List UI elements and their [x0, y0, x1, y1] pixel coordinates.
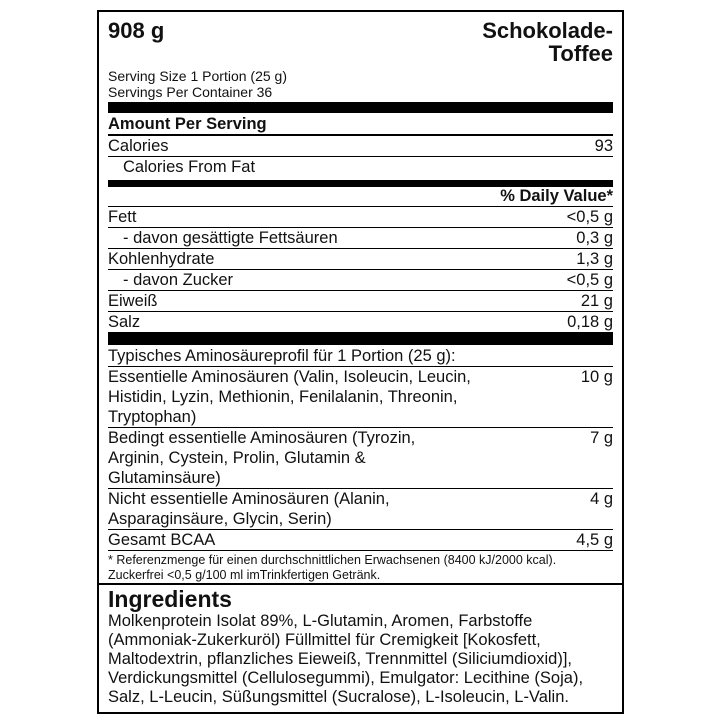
daily-value-heading: % Daily Value* [108, 187, 613, 207]
nutrient-row-zucker [108, 270, 613, 291]
amino-row-essentielle [108, 367, 613, 428]
serving-size-text: Serving Size 1 Portion (25 g) [108, 68, 287, 84]
amino-value: 4 g [590, 490, 613, 508]
calories-label: Calories [108, 137, 169, 155]
calories-from-fat-label: Calories From Fat [123, 158, 256, 176]
amount-per-serving-heading: Amount Per Serving [108, 113, 613, 136]
flavor-line-2: Toffee [548, 41, 613, 66]
servings-per-container-text: Servings Per Container 36 [108, 83, 273, 100]
nutrient-value: 1,3 g [576, 250, 613, 268]
nutrient-label: Kohlenhydrate [108, 250, 215, 268]
label-header [108, 19, 613, 65]
amino-row-bedingt-essentielle [108, 428, 613, 489]
nutrient-label: - davon gesättigte Fettsäuren [123, 229, 338, 247]
daily-value-footnote: * Referenzmenge für einen durchschnittlichen Erwachsenen (8400 kJ/2000 kcal). Zuckerfrei <0,5 g/100 ml imTrinkfertigen Getränk. [108, 553, 557, 582]
nutrient-value: <0,5 g [566, 271, 613, 289]
calories-from-fat-row [108, 157, 613, 177]
nutrient-label: - davon Zucker [123, 271, 234, 289]
nutrient-value: <0,5 g [566, 208, 613, 226]
amino-label: Nicht essentielle Aminosäuren (Alanin, Asparaginsäure, Glycin, Serin) [108, 490, 390, 528]
calories-value: 93 [594, 137, 613, 155]
amino-row-nicht-essentielle [108, 489, 613, 530]
nutrient-row-fett [108, 207, 613, 228]
calories-row [108, 136, 613, 157]
nutrient-label: Fett [108, 208, 137, 226]
amino-value: 7 g [590, 429, 613, 447]
net-weight: 908 g [108, 18, 165, 43]
amino-value: 4,5 g [576, 531, 613, 549]
serving-info [108, 69, 613, 100]
amino-value: 10 g [580, 368, 613, 386]
flavor-line-1: Schokolade- [482, 18, 613, 43]
nutrient-row-salz [108, 312, 613, 333]
nutrient-value: 21 g [580, 292, 613, 310]
flavor-name [482, 19, 613, 65]
amino-row-gesamt-bcaa [108, 530, 613, 551]
amino-label: Essentielle Aminosäuren (Valin, Isoleucin, Leucin, Histidin, Lyzin, Methionin, Fenilalanin, Threonin, Tryptophan) [108, 368, 471, 426]
nutrient-row-gesaettigte-fettsaeuren [108, 228, 613, 249]
amino-label: Bedingt essentielle Aminosäuren (Tyrozin, Arginin, Cystein, Prolin, Glutamin & Glutaminsäure) [108, 429, 416, 487]
nutrient-label: Eiweiß [108, 292, 158, 310]
nutrient-row-eiweiss [108, 291, 613, 312]
amino-profile-title: Typisches Aminosäureprofil für 1 Portion (25 g): [108, 345, 613, 367]
ingredients-panel [97, 583, 624, 714]
nutrition-facts-panel [97, 10, 624, 585]
nutrient-label: Salz [108, 313, 141, 331]
ingredients-text: Molkenprotein Isolat 89%, L-Glutamin, Aromen, Farbstoffe (Ammoniak-Zukerkuröl) Füllmittel für Cremigkeit [Kokosfett, Maltodextrin, pflanzliches Eieweiß, Trennmittel (Siliciumdioxid)], Verdickungsmittel (Cellulosegummi), Emulgator: Lecithine (Soja), Salz, L-Leucin, Süßungsmittel (Sucralose), L-Isoleucin, L-Valin. [108, 612, 584, 706]
nutrient-value: 0,18 g [567, 313, 613, 331]
nutrient-row-kohlenhydrate [108, 249, 613, 270]
amino-label: Gesamt BCAA [108, 531, 216, 549]
separator-bar-medium [108, 180, 613, 187]
ingredients-heading: Ingredients [108, 586, 232, 612]
nutrient-value: 0,3 g [576, 229, 613, 247]
separator-bar-thick-top [108, 102, 613, 113]
separator-bar-thick-amino [108, 333, 613, 345]
